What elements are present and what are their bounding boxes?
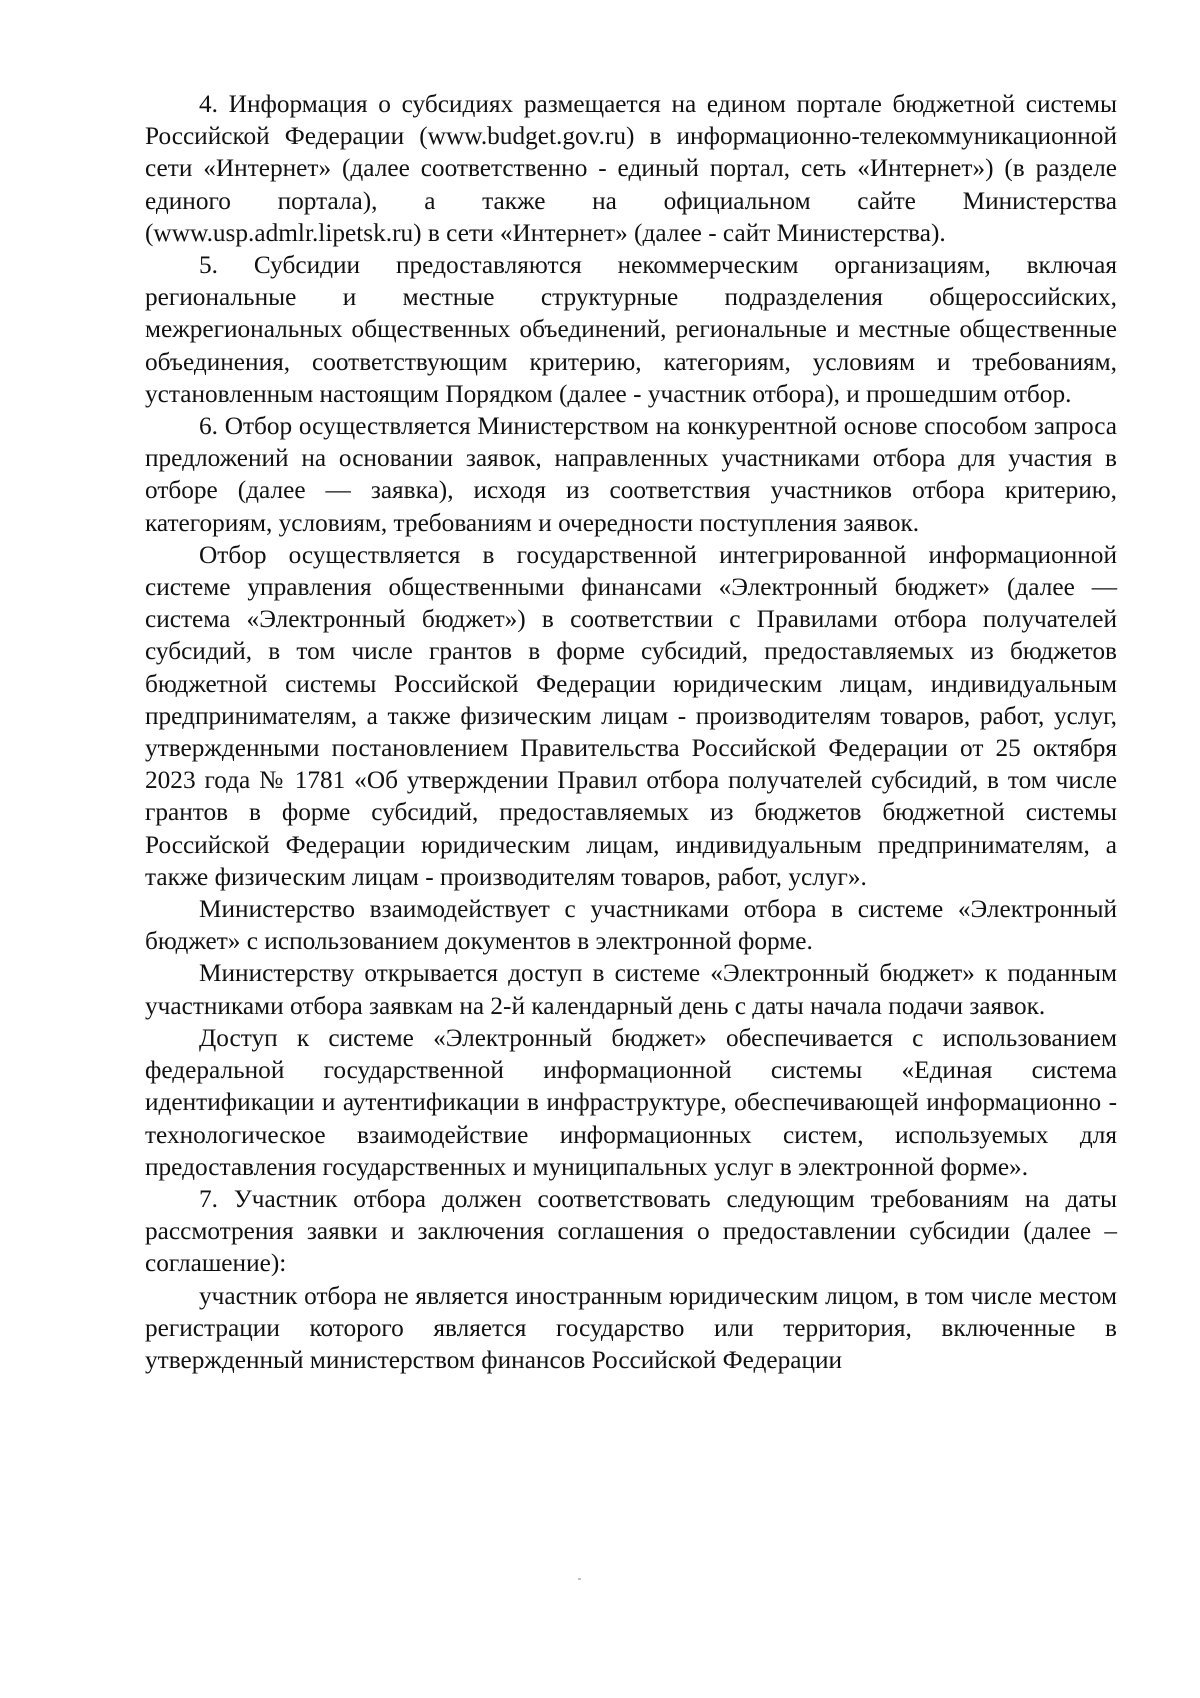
paragraph-requirement-foreign: участник отбора не является иностранным юридическим лицом, в том числе местом регистрации которого является государство или территория, включенные в утвержденный министерством финансов Российской Федерации bbox=[145, 1281, 1117, 1374]
paragraph-item-7-requirements: 7. Участник отбора должен соответствовать следующим требованиям на даты рассмотрения заявки и заключения соглашения о предоставлении субсидии (далее – соглашение): bbox=[145, 1184, 1117, 1278]
paragraph-item-6-selection: 6. Отбор осуществляется Министерством на конкурентной основе способом запроса предложений на основании заявок, направленных участниками отбора для участия в отборе (далее — заявка), исходя из соответствия участников отбора критерию, категориям, условиям, требованиям и очередности поступления заявок. bbox=[145, 412, 1117, 537]
document-body bbox=[145, 88, 1117, 1376]
paragraph-interaction: Министерство взаимодействует с участниками отбора в системе «Электронный бюджет» с использованием документов в электронной форме. bbox=[145, 895, 1117, 956]
paragraph-access-opening: Министерству открывается доступ в системе «Электронный бюджет» к поданным участниками отбора заявкам на 2-й календарный день с даты начала подачи заявок. bbox=[145, 959, 1117, 1020]
paragraph-access-esia: Доступ к системе «Электронный бюджет» обеспечивается с использованием федеральной государственной информационной системы «Единая система идентификации и аутентификации в инфраструктуре, обеспечивающей информационно - технологическое взаимодействие информационных систем, используемых для предоставления государственных и муниципальных услуг в электронной форме». bbox=[145, 1023, 1117, 1181]
paragraph-item-5-recipients: 5. Субсидии предоставляются некоммерческим организациям, включая региональные и местные структурные подразделения общероссийских, межрегиональных общественных объединений, региональные и местные общественные объединения, соответствующим критерию, категориям, условиям и требованиям, установленным настоящим Порядком (далее - участник отбора), и прошедшим отбор. bbox=[145, 251, 1117, 408]
paragraph-item-4-info: 4. Информация о субсидиях размещается на едином портале бюджетной системы Российской Федерации (www.budget.gov.ru) в информационно-телекоммуникационной сети «Интернет» (далее соответственно - единый портал, сеть «Интернет») (в разделе единого портала), а также на официальном сайте Министерства (www.usp.admlr.lipetsk.ru) в сети «Интернет» (далее - сайт Министерства). bbox=[145, 90, 1117, 247]
scan-speck bbox=[578, 1578, 581, 1580]
paragraph-selection-system: Отбор осуществляется в государственной интегрированной информационной системе управления общественными финансами «Электронный бюджет» (далее — система «Электронный бюджет») в соответствии с Правилами отбора получателей субсидий, в том числе грантов в форме субсидий, предоставляемых из бюджетов бюджетной системы Российской Федерации юридическим лицам, индивидуальным предпринимателям, а также физическим лицам - производителям товаров, работ, услуг, утвержденными постановлением Правительства Российской Федерации от 25 октября 2023 года № 1781 «Об утверждении Правил отбора получателей субсидий, в том числе грантов в форме субсидий, предоставляемых из бюджетов бюджетной системы Российской Федерации юридическим лицам, индивидуальным предпринимателям, а также физическим лицам - производителям товаров, работ, услуг». bbox=[145, 540, 1117, 891]
